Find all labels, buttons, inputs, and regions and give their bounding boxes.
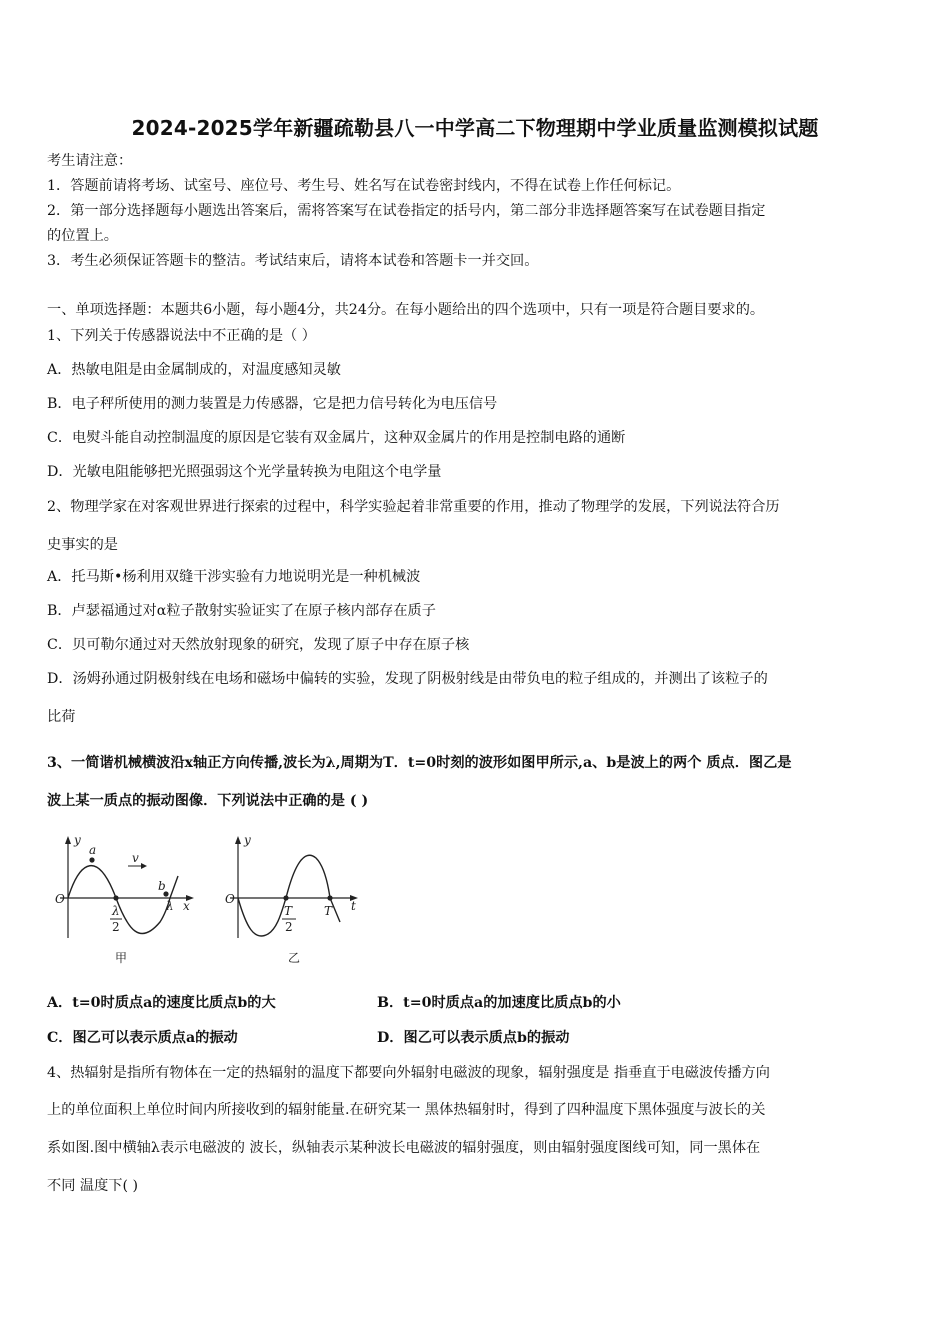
jia-v-label: v [132, 851, 139, 865]
q3-wave-figure [48, 830, 378, 970]
jia-point-half [113, 895, 118, 900]
figure-jia [55, 833, 194, 965]
jia-y-arrow [65, 836, 71, 844]
q3-option-d: D．图乙可以表示质点b的振动 [377, 1030, 570, 1046]
notice-item-2: 2．第一部分选择题每小题选出答案后，需将答案写在试卷指定的括号内，第二部分非选择题答案写在试卷题目指定 [47, 203, 766, 219]
q3-stem-line1: 3、一简谐机械横波沿x轴正方向传播,波长为λ,周期为T．t=0时刻的波形如图甲所示,a、b是波上的两个 质点．图乙是 [47, 755, 792, 771]
yi-point-t [327, 895, 332, 900]
notice-item-1: 1．答题前请将考场、试室号、座位号、考生号、姓名写在试卷密封线内，不得在试卷上作任何标记。 [47, 178, 681, 194]
q2-stem-line1: 2、物理学家在对客观世界进行探索的过程中，科学实验起着非常重要的作用，推动了物理学的发展，下列说法符合历 [47, 499, 780, 515]
jia-caption: 甲 [115, 951, 128, 965]
q4-stem-line2: 上的单位面积上单位时间内所接收到的辐射能量.在研究某一 黑体热辐射时，得到了四种温度下黑体强度与波长的关 [47, 1102, 766, 1118]
figure-yi [225, 833, 358, 965]
yi-point-half [283, 895, 288, 900]
jia-b-label: b [158, 879, 166, 893]
q3-option-a: A．t=0时质点a的速度比质点b的大 [47, 995, 276, 1011]
yi-y-arrow [235, 836, 241, 844]
notice-heading: 考生请注意： [47, 153, 133, 169]
jia-point-a [89, 857, 94, 862]
section-heading: 一、单项选择题：本题共6小题，每小题4分，共24分。在每小题给出的四个选项中，只有一项是符合题目要求的。 [47, 302, 765, 318]
q2-option-a: A．托马斯•杨利用双缝干涉实验有力地说明光是一种机械波 [47, 569, 421, 585]
jia-velocity-arrowhead [141, 863, 147, 869]
notice-item-2-cont: 的位置上。 [47, 228, 118, 244]
q4-stem-line1: 4、热辐射是指所有物体在一定的热辐射的温度下都要向外辐射电磁波的现象，辐射强度是 指垂直于电磁波传播方向 [47, 1065, 770, 1081]
yi-t-label: T [324, 904, 333, 918]
jia-a-label: a [89, 843, 97, 857]
jia-x-label: x [183, 899, 190, 913]
q3-option-b: B．t=0时质点a的加速度比质点b的小 [377, 995, 621, 1011]
q3-stem-line2: 波上某一质点的振动图像．下列说法中正确的是 ( ) [47, 793, 369, 809]
yi-time-axis-label: t [351, 899, 356, 913]
q1-option-b: B．电子秤所使用的测力装置是力传感器，它是把力信号转化为电压信号 [47, 396, 498, 412]
q2-option-d-line1: D．汤姆孙通过阴极射线在电场和磁场中偏转的实验，发现了阴极射线是由带负电的粒子组成的，并测出了该粒子的 [47, 671, 768, 687]
q4-stem-line4: 不同 温度下( ) [47, 1178, 139, 1194]
q1-stem: 1、下列关于传感器说法中不正确的是（ ） [47, 328, 316, 344]
q4-stem-line3: 系如图.图中横轴λ表示电磁波的 波长，纵轴表示某种波长电磁波的辐射强度，则由辐射强度图线可知，同一黑体在 [47, 1140, 761, 1156]
yi-half-t-num: T [284, 904, 293, 918]
yi-origin-label: O [225, 892, 235, 906]
q2-stem-line2: 史事实的是 [47, 537, 118, 553]
yi-y-label: y [244, 833, 251, 847]
q3-option-c: C．图乙可以表示质点a的振动 [47, 1030, 238, 1046]
jia-half-lambda-den: 2 [112, 920, 120, 934]
q1-option-d: D．光敏电阻能够把光照强弱这个光学量转换为电阻这个电学量 [47, 464, 442, 480]
notice-item-3: 3．考生必须保证答题卡的整洁。考试结束后，请将本试卷和答题卡一并交回。 [47, 253, 539, 269]
q2-option-d-line2: 比荷 [47, 709, 76, 725]
yi-half-t-den: 2 [285, 920, 293, 934]
yi-caption: 乙 [288, 951, 301, 965]
q1-option-c: C．电熨斗能自动控制温度的原因是它装有双金属片，这种双金属片的作用是控制电路的通断 [47, 430, 626, 446]
q2-option-b: B．卢瑟福通过对α粒子散射实验证实了在原子核内部存在质子 [47, 603, 436, 619]
jia-half-lambda-num: λ [112, 904, 120, 918]
q2-option-c: C．贝可勒尔通过对天然放射现象的研究，发现了原子中存在原子核 [47, 637, 470, 653]
jia-lambda-label: λ [166, 899, 174, 913]
jia-y-label: y [74, 833, 81, 847]
jia-origin-label: O [55, 892, 65, 906]
q1-option-a: A．热敏电阻是由金属制成的，对温度感知灵敏 [47, 362, 341, 378]
jia-wave-curve [68, 866, 178, 934]
page-title: 2024-2025学年新疆疏勒县八一中学高二下物理期中学业质量监测模拟试题 [131, 116, 819, 140]
